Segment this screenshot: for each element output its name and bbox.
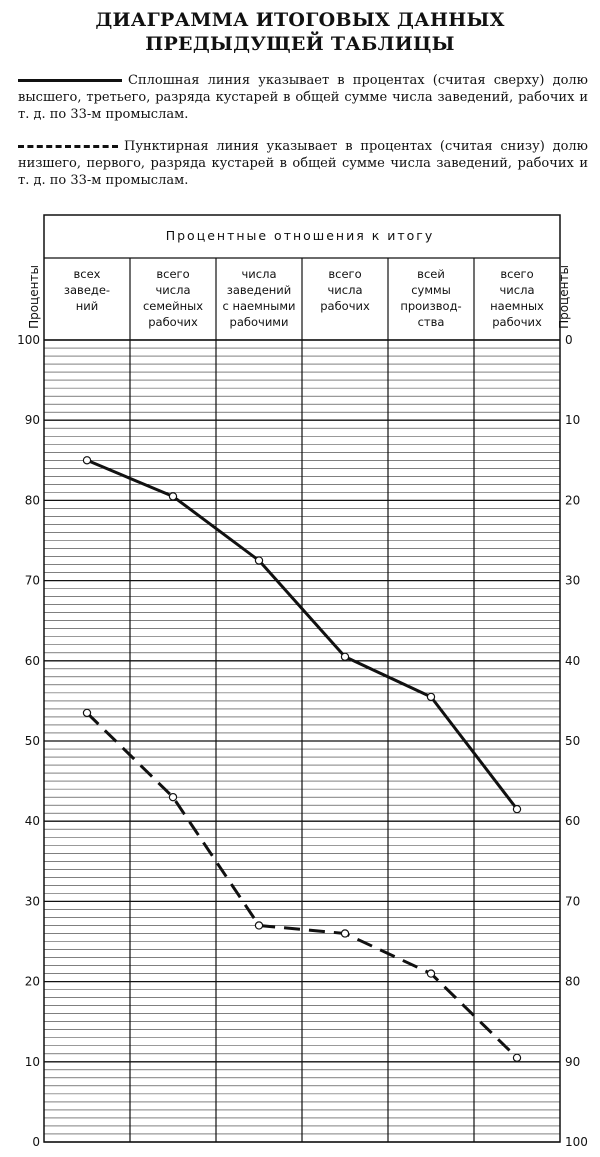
legend-solid-text: Сплошная линия указывает в процентах (считая сверху) долю высшего, третьего, разряда кустарей в общей сумме числа заведений, рабочих и т. д. по 33-м промыслам. [18,73,588,122]
left-tick-label: 30 [24,894,40,909]
right-tick-label: 50 [565,734,581,748]
column-label-line: заведений [226,283,292,297]
column-label-line: рабочих [492,315,542,329]
column-label-line: всего [500,267,534,281]
right-tick-label: 10 [565,413,581,428]
column-label-line: числа [499,283,535,297]
right-tick-label: 40 [565,653,581,668]
column-label-line: всего [156,267,190,281]
column-label-line: наемных [490,299,544,313]
data-point-dashed [255,922,262,929]
data-point-dashed [513,1054,520,1061]
column-label-line: заведе- [63,283,111,297]
column-label-line: с наемными [222,299,296,313]
right-tick-label: 70 [565,894,581,909]
column-label [490,267,544,329]
column-label-line: суммы [411,283,451,297]
left-tick-label: 40 [24,814,40,829]
column-label [400,267,461,329]
title-line-2: ПРЕДЫДУЩЕЙ ТАБЛИЦЫ [145,33,455,55]
column-labels [64,267,544,329]
data-point-solid [341,653,348,660]
column-label-line: всех [73,267,101,281]
right-tick-label: 60 [565,814,581,829]
column-label-line: семейных [142,299,204,313]
left-tick-label: 90 [24,413,40,428]
column-label [64,267,110,313]
data-point-solid [169,493,176,500]
right-tick-label: 100 [565,1135,588,1149]
column-label-line: ний [75,299,99,313]
data-point-solid [427,693,434,700]
column-label [222,267,295,329]
header-text: Процентные отношения к итогу [165,228,435,243]
right-tick-label: 30 [565,573,581,588]
column-label-line: рабочих [148,315,198,329]
right-axis-ticks [565,333,588,1149]
data-point-dashed [169,794,176,801]
column-label-line: производ- [400,299,462,313]
data-point-dashed [83,709,90,716]
column-label-line: числа [327,283,363,297]
column-label-line: рабочими [229,315,289,329]
column-label-line: рабочих [320,299,370,313]
left-tick-label: 20 [24,974,40,989]
left-tick-label: 0 [32,1135,40,1149]
chart-frame [44,215,560,1142]
left-axis-ticks [17,333,40,1149]
column-label-line: всей [417,267,445,281]
left-tick-label: 60 [24,653,40,668]
data-point-solid [255,557,262,564]
left-tick-label: 80 [24,493,40,508]
right-axis-label: Проценты [557,265,571,329]
right-tick-label: 20 [565,493,581,508]
data-point-dashed [427,970,434,977]
right-tick-label: 0 [565,333,573,347]
column-label-line: ства [417,315,445,329]
column-label [143,267,203,329]
title-line-1: ДИАГРАММА ИТОГОВЫХ ДАННЫХ [95,9,505,31]
left-axis-label: Проценты [27,265,41,329]
left-tick-label: 100 [17,333,40,347]
left-tick-label: 70 [24,573,40,588]
column-label-line: числа [155,283,191,297]
chart-header [166,228,435,243]
column-label [320,267,370,313]
data-point-dashed [341,930,348,937]
column-label-line: всего [328,267,362,281]
column-label-line: числа [241,267,277,281]
left-tick-label: 50 [24,734,40,748]
data-point-solid [513,806,520,813]
legend-dashed-text: Пунктирная линия указывает в процентах (считая снизу) долю низшего, первого, разряда кустарей в общей сумме числа заведений, рабочих и т. д. по 33-м промыслам. [18,139,588,188]
data-point-solid [83,457,90,464]
right-tick-label: 90 [565,1054,581,1069]
right-tick-label: 80 [565,974,581,989]
left-tick-label: 10 [24,1054,40,1069]
